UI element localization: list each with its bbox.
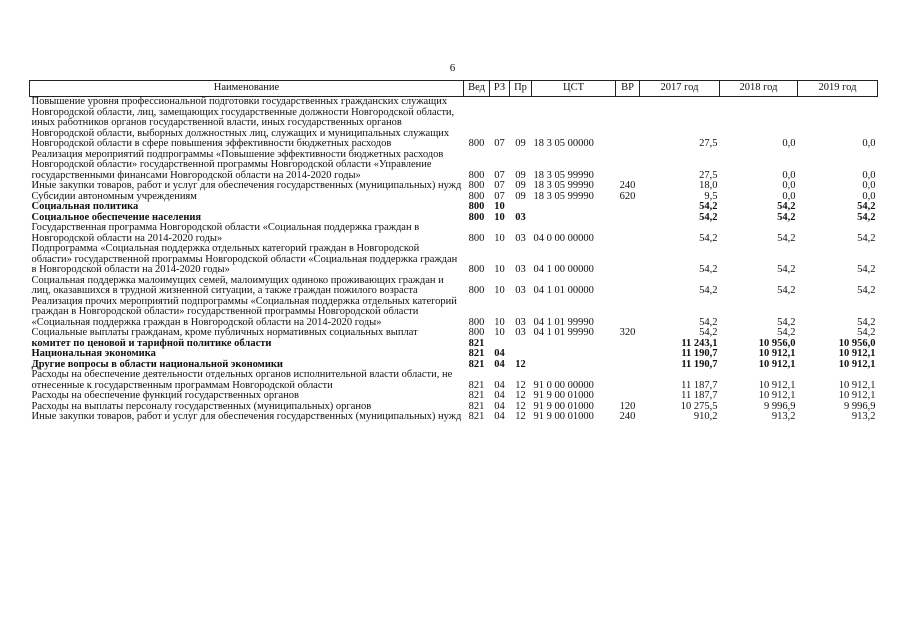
row-2017: 54,2	[699, 285, 718, 296]
row-ved: 821	[468, 411, 485, 422]
row-vr	[616, 370, 640, 391]
row-cst: 04 1 01 99990	[533, 327, 594, 338]
row-cst: 18 3 05 99990	[533, 169, 594, 181]
row-rz: 07	[494, 169, 505, 181]
row-ved: 821	[468, 358, 485, 370]
row-name: Социальная поддержка малоимущих семей, малоимущих одиноко проживающих граждан и лиц, оказавшихся в трудной жизненной ситуации, а также граждан пожилого возраста	[31, 274, 444, 296]
row-rz: 10	[494, 211, 505, 223]
row-name: Расходы на выплаты персоналу государственных (муниципальных) органов	[31, 400, 372, 412]
row-cst: 91 0 00 00000	[533, 379, 594, 391]
row-cst	[532, 339, 616, 350]
row-pr	[510, 202, 532, 213]
row-cst	[532, 360, 616, 371]
table-row	[30, 370, 878, 391]
row-rz: 10	[494, 264, 505, 275]
row-cst: 91 9 00 01000	[533, 400, 594, 412]
row-2019: 913,2	[851, 411, 876, 422]
row-2017: 54,2	[699, 211, 718, 223]
row-ved: 821	[468, 400, 485, 412]
budget-table	[29, 80, 878, 423]
table-row	[30, 223, 878, 244]
row-name: Повышение уровня профессиональной подготовки государственных гражданских служащих Новгородской области, лиц, замещающих государственные должности Новгородской области, иных работников органов государственной власти, иных государственных органов Новгородской области, выборных должностных лиц, служащих и муниципальных служащих Новгородской области в сфере повышения эффективности бюджетных расходов	[31, 96, 455, 149]
row-2017: 11 190,7	[681, 348, 718, 359]
row-2019: 0,0	[862, 169, 876, 181]
row-2018: 0,0	[782, 169, 796, 181]
row-name: Реализация прочих мероприятий подпрограммы «Социальная поддержка отдельных категорий граждан в Новгородской области» государственной программы Новгородской области «Социальная поддержка граждан в Новгородской области на 2014-2020 годы»	[31, 295, 457, 328]
row-2018: 913,2	[771, 411, 796, 422]
row-pr: 12	[515, 400, 526, 412]
row-2018: 10 912,1	[758, 390, 796, 401]
table-row	[30, 412, 878, 423]
row-vr	[616, 223, 640, 244]
row-name: комитет по ценовой и тарифной политике области	[31, 337, 272, 349]
row-cst: 18 3 05 00000	[533, 138, 594, 149]
row-ved: 800	[468, 201, 485, 212]
row-vr	[616, 244, 640, 276]
row-vr: 240	[619, 411, 636, 422]
row-rz: 07	[494, 138, 505, 149]
row-vr	[616, 339, 640, 350]
row-2018: 0,0	[782, 138, 796, 149]
table-row	[30, 181, 878, 192]
row-2018: 10 912,1	[758, 379, 796, 391]
table-row	[30, 97, 878, 150]
row-cst: 04 0 00 00000	[533, 232, 594, 244]
row-ved: 800	[468, 316, 485, 328]
row-pr: 09	[515, 138, 526, 149]
row-pr: 12	[515, 411, 526, 422]
row-2017: 910,2	[693, 411, 718, 422]
row-pr: 09	[515, 190, 526, 202]
row-ved: 821	[468, 337, 485, 349]
row-2019: 10 912,1	[838, 390, 876, 401]
row-name: Реализация мероприятий подпрограммы «Повышение эффективности бюджетных расходов Новгородской области» государственной программы Новгородской области «Управление государственными финансами Новгородской области на 2014-2020 годы»	[31, 148, 444, 181]
row-name: Государственная программа Новгородской области «Социальная поддержка граждан в Новгородской области на 2014-2020 годы»	[31, 222, 420, 244]
table-row	[30, 150, 878, 182]
row-2018: 54,2	[777, 327, 796, 338]
row-2017: 18,0	[699, 180, 718, 191]
row-2018: 54,2	[777, 201, 796, 212]
row-ved: 800	[468, 232, 485, 244]
row-2019: 0,0	[862, 190, 876, 202]
row-2017: 54,2	[699, 264, 718, 275]
row-cst: 04 1 01 00000	[533, 285, 594, 296]
header-rz: РЗ	[490, 81, 510, 97]
header-pr: Пр	[510, 81, 532, 97]
row-2018: 0,0	[782, 180, 796, 191]
table-row	[30, 328, 878, 339]
row-name: Субсидии автономным учреждениям	[31, 190, 197, 202]
row-name: Иные закупки товаров, работ и услуг для обеспечения государственных (муниципальных) нужд	[31, 180, 462, 191]
row-2017: 9,5	[704, 190, 718, 202]
header-name: Наименование	[30, 81, 464, 97]
row-cst: 18 3 05 99990	[533, 180, 594, 191]
row-vr: 620	[619, 190, 636, 202]
table-row	[30, 349, 878, 360]
table-row	[30, 192, 878, 203]
row-2017: 27,5	[699, 169, 718, 181]
header-2017: 2017 год	[640, 81, 720, 97]
row-name: Социальная политика	[31, 201, 139, 212]
row-cst: 91 9 00 01000	[533, 411, 594, 422]
table-row	[30, 276, 878, 297]
row-ved: 800	[468, 190, 485, 202]
row-2018: 0,0	[782, 190, 796, 202]
row-rz: 07	[494, 190, 505, 202]
header-vr: ВР	[616, 81, 640, 97]
row-rz: 04	[494, 358, 505, 370]
row-cst	[532, 213, 616, 224]
row-pr: 03	[515, 211, 526, 223]
row-vr	[616, 297, 640, 329]
row-pr: 03	[515, 285, 526, 296]
row-2019: 54,2	[857, 211, 876, 223]
row-name: Национальная экономика	[31, 348, 156, 359]
table-row	[30, 339, 878, 350]
row-pr: 09	[515, 169, 526, 181]
row-vr	[616, 150, 640, 182]
row-cst: 91 9 00 01000	[533, 390, 594, 401]
row-name: Социальные выплаты гражданам, кроме публичных нормативных социальных выплат	[31, 327, 418, 338]
row-vr	[616, 202, 640, 213]
row-ved: 800	[468, 327, 485, 338]
row-pr: 12	[515, 390, 526, 401]
row-ved: 800	[468, 211, 485, 223]
row-2018: 54,2	[777, 232, 796, 244]
row-rz: 04	[494, 411, 505, 422]
row-vr: 320	[619, 327, 636, 338]
row-pr: 12	[515, 379, 526, 391]
row-2019: 54,2	[857, 232, 876, 244]
row-2017: 11 187,7	[681, 379, 718, 391]
row-2019: 10 912,1	[838, 348, 876, 359]
row-vr	[616, 360, 640, 371]
row-pr: 09	[515, 180, 526, 191]
row-cst: 04 1 00 00000	[533, 264, 594, 275]
row-2019: 10 956,0	[838, 337, 876, 349]
row-pr	[510, 349, 532, 360]
table-body	[30, 97, 878, 423]
row-vr	[616, 349, 640, 360]
row-2017: 54,2	[699, 201, 718, 212]
row-rz: 10	[494, 232, 505, 244]
row-cst: 18 3 05 99990	[533, 190, 594, 202]
table-row	[30, 297, 878, 329]
row-ved: 800	[468, 285, 485, 296]
row-rz: 04	[494, 390, 505, 401]
row-rz: 10	[494, 327, 505, 338]
row-2017: 54,2	[699, 232, 718, 244]
row-ved: 821	[468, 390, 485, 401]
row-2018: 10 912,1	[758, 348, 796, 359]
row-cst	[532, 349, 616, 360]
row-2019: 0,0	[862, 138, 876, 149]
row-2017: 27,5	[699, 138, 718, 149]
row-2019: 54,2	[857, 327, 876, 338]
table-row	[30, 244, 878, 276]
row-2018: 54,2	[777, 211, 796, 223]
row-ved: 800	[468, 264, 485, 275]
row-name: Иные закупки товаров, работ и услуг для обеспечения государственных (муниципальных) нужд	[31, 411, 462, 422]
row-2019: 54,2	[857, 201, 876, 212]
row-name: Расходы на обеспечение функций государственных органов	[31, 390, 299, 401]
row-2017: 11 190,7	[681, 358, 718, 370]
row-2018: 10 912,1	[758, 358, 796, 370]
row-vr	[616, 97, 640, 150]
row-2019: 10 912,1	[838, 379, 876, 391]
row-2019: 0,0	[862, 180, 876, 191]
row-2017: 54,2	[699, 327, 718, 338]
row-rz: 07	[494, 180, 505, 191]
row-pr: 12	[515, 358, 526, 370]
row-2019: 54,2	[857, 264, 876, 275]
row-rz: 10	[494, 316, 505, 328]
row-pr	[510, 339, 532, 350]
row-name: Подпрограмма «Социальная поддержка отдельных категорий граждан в Новгородской области» государственной программы Новгородской области «Социальная поддержка граждан в Новгородской области на 2014-2020 годы»	[31, 243, 458, 275]
row-pr: 03	[515, 316, 526, 328]
row-rz: 10	[494, 285, 505, 296]
row-2017: 11 187,7	[681, 390, 718, 401]
row-pr: 03	[515, 327, 526, 338]
row-2019: 54,2	[857, 285, 876, 296]
row-2019: 10 912,1	[838, 358, 876, 370]
table-row	[30, 202, 878, 213]
row-vr: 240	[619, 180, 636, 191]
row-2018: 54,2	[777, 264, 796, 275]
row-name: Другие вопросы в области национальной экономики	[31, 358, 283, 370]
row-pr: 03	[515, 264, 526, 275]
page-number: 6	[449, 62, 456, 74]
header-ved: Вед	[464, 81, 490, 97]
table-header	[30, 81, 878, 97]
row-cst: 04 1 01 99990	[533, 316, 594, 328]
row-vr	[616, 276, 640, 297]
header-cst: ЦСТ	[532, 81, 616, 97]
row-ved: 800	[468, 169, 485, 181]
row-2018: 9 996,9	[764, 400, 796, 412]
row-ved: 800	[468, 180, 485, 191]
row-rz: 10	[494, 201, 505, 212]
row-vr	[616, 213, 640, 224]
row-name: Социальное обеспечение населения	[31, 211, 202, 223]
row-ved: 821	[468, 379, 485, 391]
table-row	[30, 391, 878, 402]
row-vr	[616, 391, 640, 402]
row-2018: 54,2	[777, 316, 796, 328]
row-ved: 821	[468, 348, 485, 359]
row-2017: 11 243,1	[681, 337, 718, 349]
row-pr: 03	[515, 232, 526, 244]
row-rz: 04	[494, 400, 505, 412]
row-cst	[532, 202, 616, 213]
row-rz: 04	[494, 379, 505, 391]
row-2019: 54,2	[857, 316, 876, 328]
row-2018: 54,2	[777, 285, 796, 296]
row-vr: 120	[619, 400, 636, 412]
row-name: Расходы на обеспечение деятельности отдельных органов исполнительной власти области, не отнесенные к государственным программам Новгородской области	[31, 369, 453, 391]
row-2017: 10 275,5	[680, 400, 718, 412]
row-2018: 10 956,0	[758, 337, 796, 349]
row-rz: 04	[494, 348, 505, 359]
row-ved: 800	[468, 138, 485, 149]
header-2019: 2019 год	[798, 81, 878, 97]
row-2019: 9 996,9	[844, 400, 876, 412]
header-2018: 2018 год	[720, 81, 798, 97]
row-2017: 54,2	[699, 316, 718, 328]
